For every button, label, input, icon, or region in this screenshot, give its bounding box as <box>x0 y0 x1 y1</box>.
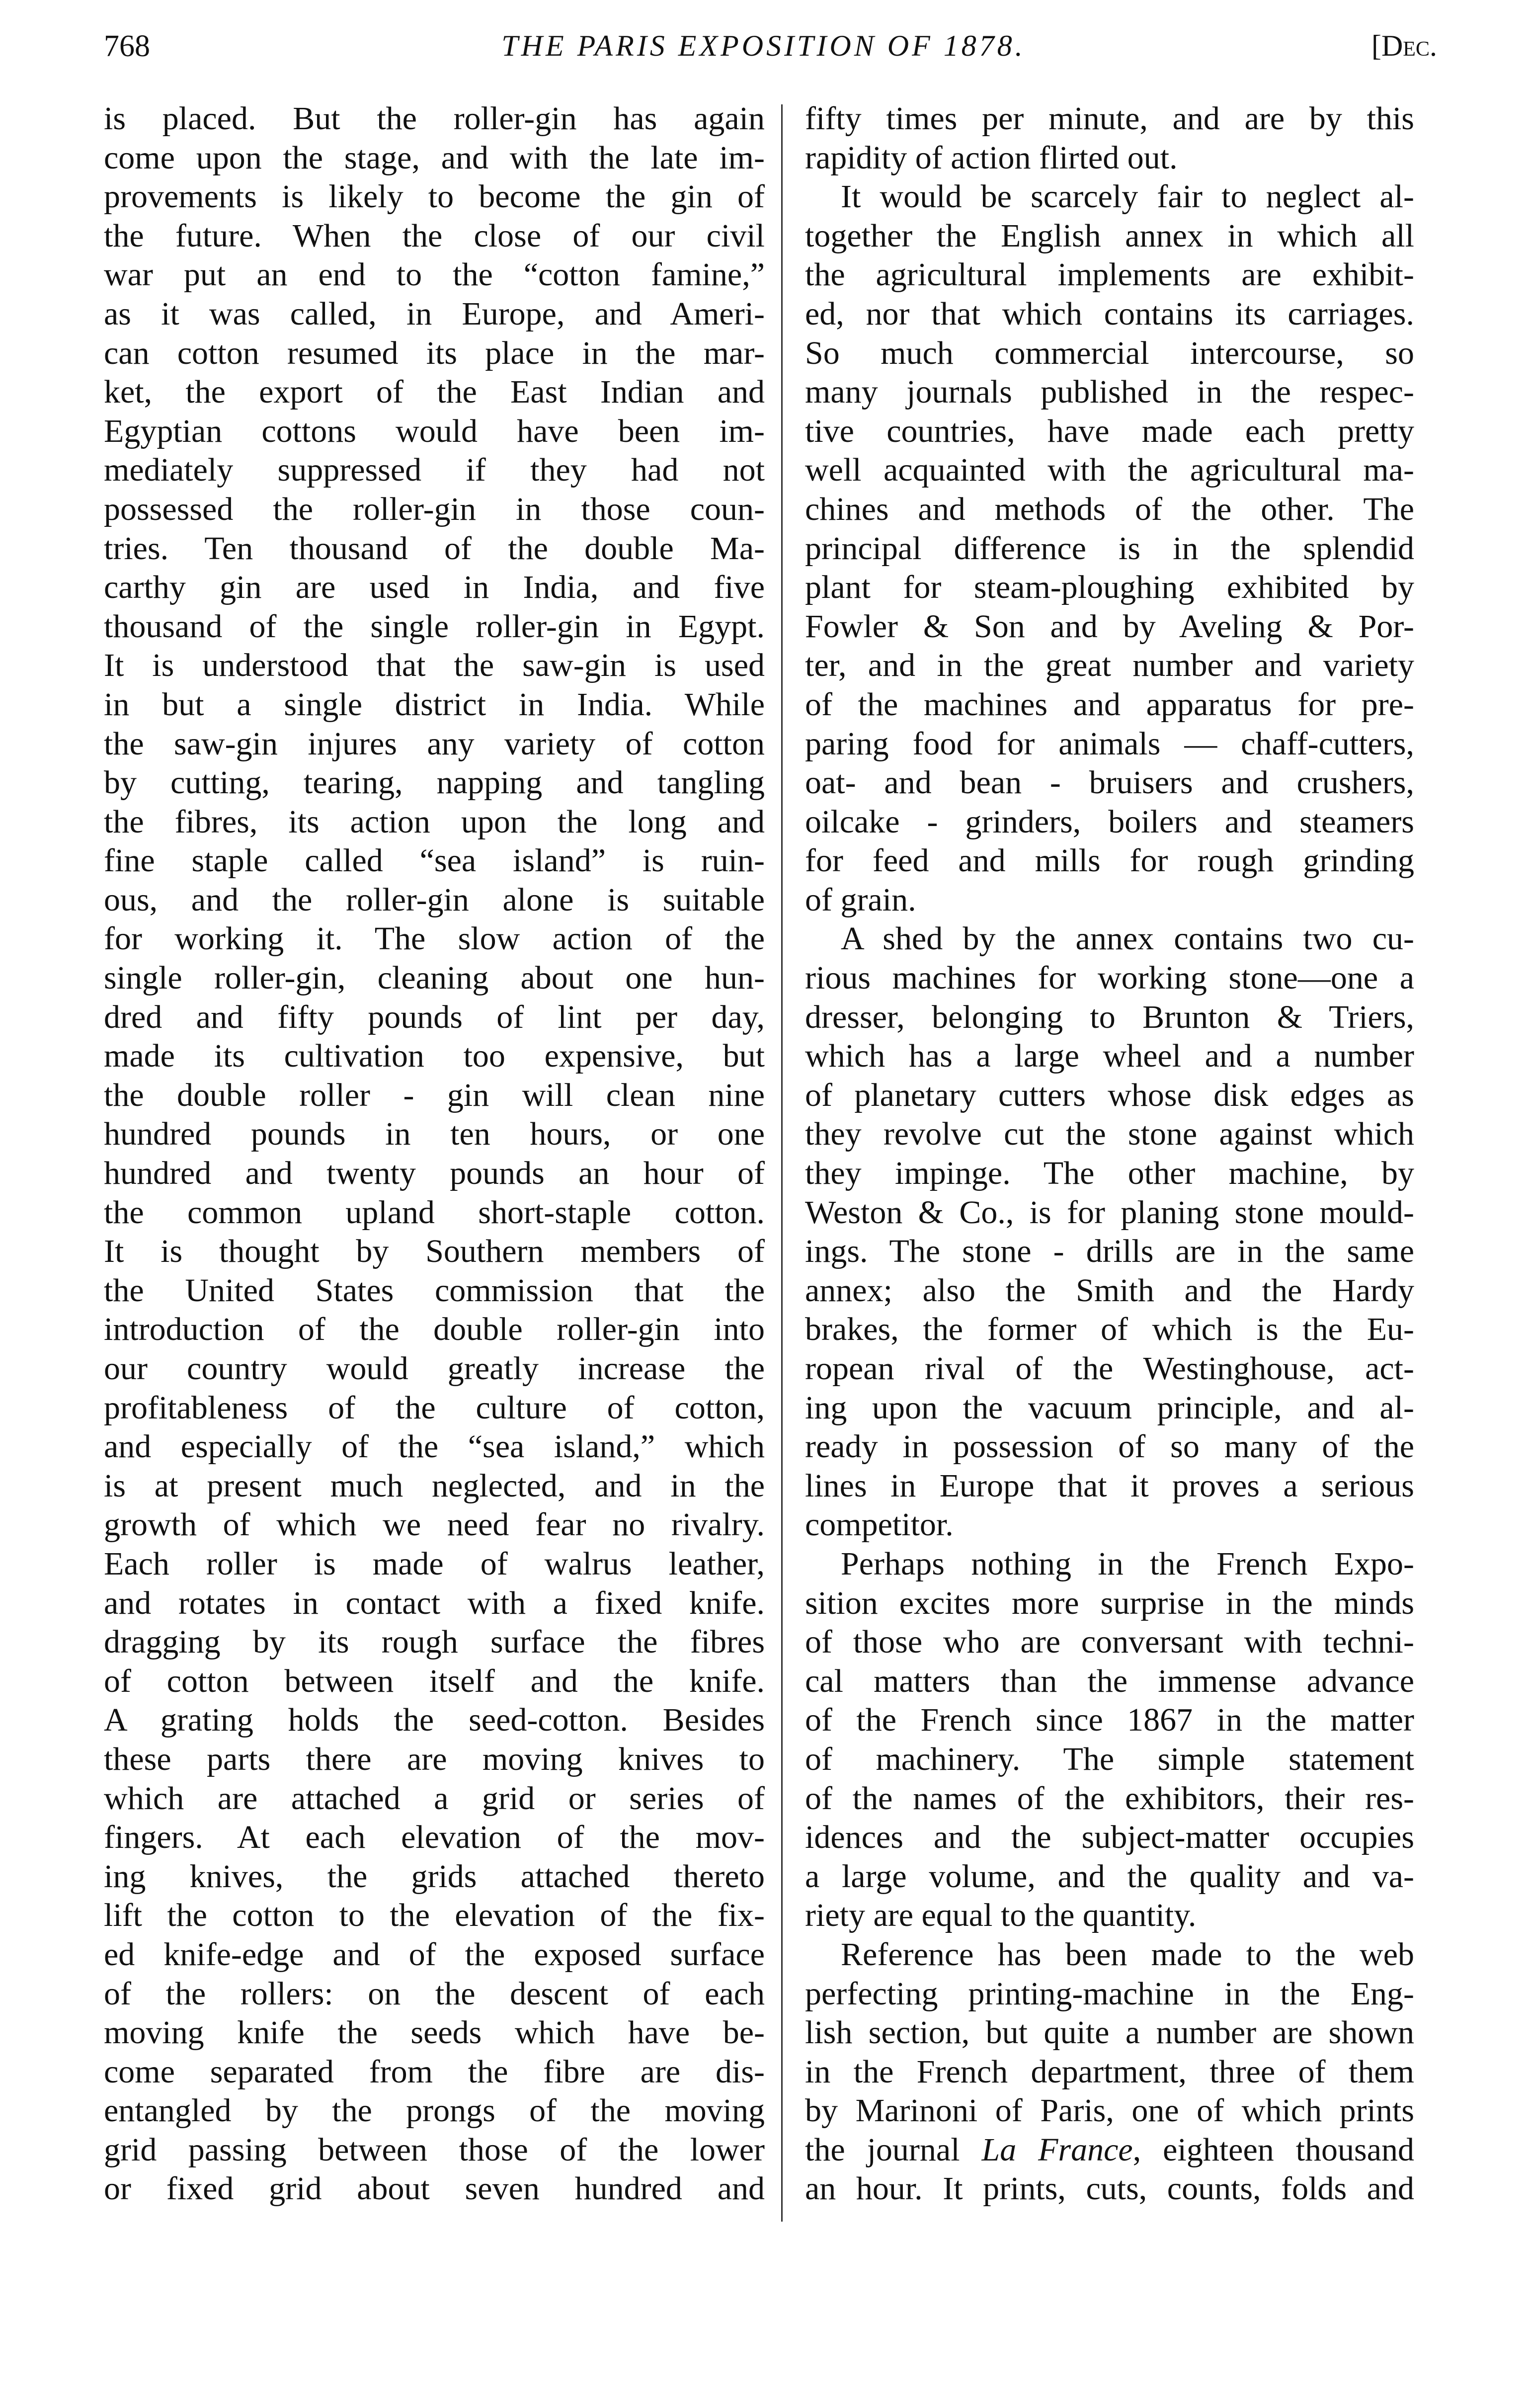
text-line: ed knife-edge and of the exposed surface <box>104 1936 765 1973</box>
text-line: of the rollers: on the descent of each <box>104 1975 765 2012</box>
text-line: Weston & Co., is for planing stone mould- <box>805 1194 1414 1231</box>
text-line: the United States commission that the <box>104 1272 765 1309</box>
text-line: of those who are conversant with techni- <box>805 1624 1414 1661</box>
text-line: paring food for animals — chaff-cutters, <box>805 725 1414 762</box>
text-line: of machinery. The simple statement <box>805 1741 1414 1777</box>
text-line: It is thought by Southern members of <box>104 1233 765 1270</box>
right-column <box>805 99 1414 2209</box>
text-line: these parts there are moving knives to <box>104 1741 765 1777</box>
text-line: ings. The stone - drills are in the same <box>805 1233 1414 1270</box>
column-divider <box>781 104 783 2222</box>
text-line: Fowler & Son and by Aveling & Por- <box>805 608 1414 645</box>
text-line: So much commercial intercourse, so <box>805 334 1414 371</box>
text-line: by Marinoni of Paris, one of which prints <box>805 2092 1414 2129</box>
text-line: they revolve cut the stone against which <box>805 1116 1414 1153</box>
text-line: Perhaps nothing in the French Expo- <box>841 1545 1414 1582</box>
text-line: of the names of the exhibitors, their res- <box>805 1780 1414 1817</box>
text-line: carthy gin are used in India, and five <box>104 569 765 606</box>
text-line: the future. When the close of our civil <box>104 217 765 254</box>
text-line: lift the cotton to the elevation of the fix- <box>104 1897 765 1934</box>
text-line: introduction of the double roller-gin into <box>104 1311 765 1348</box>
text-line: dragging by its rough surface the fibres <box>104 1624 765 1661</box>
text-line: our country would greatly increase the <box>104 1350 765 1387</box>
text-line: ket, the export of the East Indian and <box>104 374 765 411</box>
journal-title: La France <box>981 2131 1133 2168</box>
text-line: lines in Europe that it proves a serious <box>805 1467 1414 1504</box>
text-line: dred and fifty pounds of lint per day, <box>104 998 765 1035</box>
text-line: the double roller - gin will clean nine <box>104 1077 765 1113</box>
text-line: hundred pounds in ten hours, or one <box>104 1116 765 1153</box>
text-line: a large volume, and the quality and va- <box>805 1858 1414 1895</box>
text-line: the fibres, its action upon the long and <box>104 803 765 840</box>
text-line: they impinge. The other machine, by <box>805 1155 1414 1192</box>
text-line: fine staple called “sea island” is ruin- <box>104 842 765 879</box>
text-line: and especially of the “sea island,” which <box>104 1428 765 1465</box>
text-line: idences and the subject-matter occupies <box>805 1819 1414 1856</box>
text-line: ropean rival of the Westinghouse, act- <box>805 1350 1414 1387</box>
text-line: principal difference is in the splendid <box>805 530 1414 567</box>
text-line <box>805 2131 1414 2170</box>
page-number: 768 <box>104 29 150 63</box>
text-line: It would be scarcely fair to neglect al- <box>841 178 1414 215</box>
text-line: together the English annex in which all <box>805 217 1414 254</box>
text-line: of the machines and apparatus for pre- <box>805 686 1414 723</box>
text-line: plant for steam-ploughing exhibited by <box>805 569 1414 606</box>
text-line: in but a single district in India. While <box>104 686 765 723</box>
text-line: for working it. The slow action of the <box>104 920 765 957</box>
text-line: It is understood that the saw-gin is used <box>104 647 765 684</box>
left-column <box>104 99 765 2209</box>
text-line: A shed by the annex contains two cu- <box>841 920 1414 957</box>
text-line: riety are equal to the quantity. <box>805 1897 1197 1934</box>
text-line: of planetary cutters whose disk edges as <box>805 1077 1414 1113</box>
text-line: sition excites more surprise in the minds <box>805 1584 1414 1621</box>
text-line: well acquainted with the agricultural ma- <box>805 452 1414 489</box>
text-run: the journal <box>805 2131 982 2168</box>
text-line: ing knives, the grids attached thereto <box>104 1858 765 1895</box>
text-line: grid passing between those of the lower <box>104 2131 765 2168</box>
text-line: of grain. <box>805 881 916 918</box>
text-line: many journals published in the respec- <box>805 374 1414 411</box>
text-line: ready in possession of so many of the <box>805 1428 1414 1465</box>
text-line: Each roller is made of walrus leather, <box>104 1545 765 1582</box>
text-line: the saw-gin injures any variety of cotton <box>104 725 765 762</box>
text-line: rious machines for working stone—one a <box>805 960 1414 996</box>
text-line: can cotton resumed its place in the mar- <box>104 334 765 371</box>
text-line: competitor. <box>805 1506 954 1543</box>
text-line: dresser, belonging to Brunton & Triers, <box>805 998 1414 1035</box>
text-line: oat- and bean - bruisers and crushers, <box>805 764 1414 801</box>
running-title: THE PARIS EXPOSITION OF 1878. <box>501 29 1026 62</box>
text-line: hundred and twenty pounds an hour of <box>104 1155 765 1192</box>
text-line: oilcake - grinders, boilers and steamers <box>805 803 1414 840</box>
text-line: of cotton between itself and the knife. <box>104 1662 765 1699</box>
text-line: ing upon the vacuum principle, and al- <box>805 1389 1414 1426</box>
text-line: fingers. At each elevation of the mov- <box>104 1819 765 1856</box>
text-line: in the French department, three of them <box>805 2053 1414 2090</box>
text-line: lish section, but quite a number are shown <box>805 2014 1414 2051</box>
text-line: as it was called, in Europe, and Ameri- <box>104 295 765 332</box>
text-line: thousand of the single roller-gin in Egypt. <box>104 608 765 645</box>
text-line: entangled by the prongs of the moving <box>104 2092 765 2129</box>
text-line: moving knife the seeds which have be- <box>104 2014 765 2051</box>
text-line: growth of which we need fear no rivalry. <box>104 1506 765 1543</box>
text-line: which has a large wheel and a number <box>805 1038 1414 1075</box>
text-line: made its cultivation too expensive, but <box>104 1038 765 1075</box>
text-line: ter, and in the great number and variety <box>805 647 1414 684</box>
text-line: the common upland short-staple cotton. <box>104 1194 765 1231</box>
text-line: an hour. It prints, cuts, counts, folds and <box>805 2170 1414 2207</box>
text-line: of the French since 1867 in the matter <box>805 1702 1414 1739</box>
text-line: ous, and the roller-gin alone is suitable <box>104 881 765 918</box>
text-line: tive countries, have made each pretty <box>805 413 1414 449</box>
text-line: mediately suppressed if they had not <box>104 452 765 489</box>
text-line: Reference has been made to the web <box>841 1936 1414 1973</box>
text-line: chines and methods of the other. The <box>805 491 1414 527</box>
text-line: rapidity of action flirted out. <box>805 139 1178 176</box>
text-line: single roller-gin, cleaning about one hun- <box>104 960 765 996</box>
text-run: , eighteen thousand <box>1132 2131 1415 2168</box>
text-line: the agricultural implements are exhibit- <box>805 256 1414 293</box>
text-line: for feed and mills for rough grinding <box>805 842 1414 879</box>
text-line: A grating holds the seed-cotton. Besides <box>104 1702 765 1739</box>
running-header <box>0 29 1527 83</box>
text-line: annex; also the Smith and the Hardy <box>805 1272 1414 1309</box>
text-line: tries. Ten thousand of the double Ma- <box>104 530 765 567</box>
text-line: come upon the stage, and with the late im- <box>104 139 765 176</box>
text-line: brakes, the former of which is the Eu- <box>805 1311 1414 1348</box>
text-line: and rotates in contact with a fixed knife. <box>104 1584 765 1621</box>
issue-month: [Dec. <box>1371 29 1437 62</box>
text-line: Egyptian cottons would have been im- <box>104 413 765 449</box>
text-line: fifty times per minute, and are by this <box>805 100 1414 137</box>
text-line: is placed. But the roller-gin has again <box>104 100 765 137</box>
text-line: war put an end to the “cotton famine,” <box>104 256 765 293</box>
text-line: come separated from the fibre are dis- <box>104 2053 765 2090</box>
text-line: perfecting printing-machine in the Eng- <box>805 1975 1414 2012</box>
text-line: cal matters than the immense advance <box>805 1662 1414 1699</box>
text-line: provements is likely to become the gin of <box>104 178 765 215</box>
text-line: is at present much neglected, and in the <box>104 1467 765 1504</box>
text-line: or fixed grid about seven hundred and <box>104 2170 765 2207</box>
text-line: possessed the roller-gin in those coun- <box>104 491 765 527</box>
text-line: which are attached a grid or series of <box>104 1780 765 1817</box>
text-line: by cutting, tearing, napping and tangling <box>104 764 765 801</box>
text-line: profitableness of the culture of cotton, <box>104 1389 765 1426</box>
text-line: ed, nor that which contains its carriages. <box>805 295 1414 332</box>
